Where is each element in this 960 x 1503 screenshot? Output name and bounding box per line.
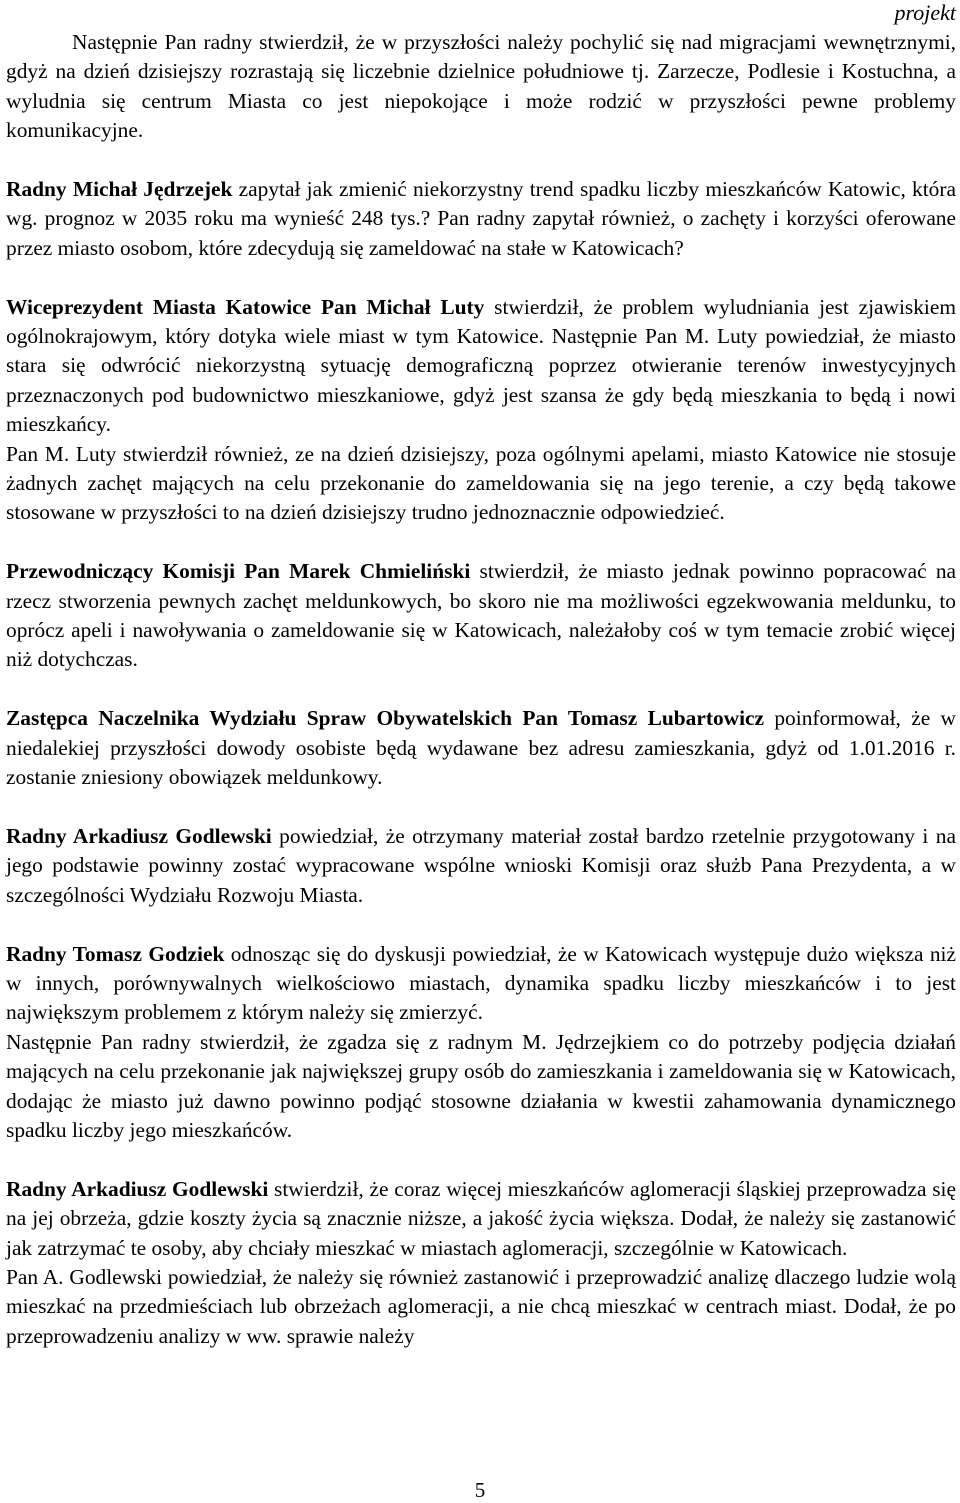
paragraph-text: stwierdził, że miasto jednak powinno popracować na rzecz stworzenia pewnych zachęt meldunkowych, bo skoro nie ma możliwości egzekwowania meldunku, to oprócz apeli i nawoływania o zameldowanie się w Katowicach, należałoby coś w tym temacie zrobić więcej niż dotychczas. — [6, 559, 957, 672]
speaker-name: Zastępca Naczelnika Wydziału Spraw Obywatelskich Pan Tomasz Lubartowicz — [6, 706, 765, 731]
paragraph-luty — [6, 293, 956, 440]
paragraph-godlewski-2 — [6, 1175, 956, 1263]
minutes-body — [6, 28, 956, 1351]
paragraph-godziek — [6, 940, 956, 1028]
draft-mark: projekt — [894, 0, 956, 25]
paragraph-godlewski-2-continued — [6, 1263, 956, 1351]
speaker-name: Przewodniczący Komisji Pan Marek Chmieliński — [6, 559, 471, 584]
paragraph-text: zapytał jak zmienić niekorzystny trend spadku liczby mieszkańców Katowic, która wg. prognoz w 2035 roku ma wynieść 248 tys.? Pan radny zapytał również, o zachęty i korzyści oferowane przez miasto osobom, które zdecydują się zameldować na stałe w Katowicach? — [6, 177, 957, 260]
paragraph-text: poinformował, że w niedalekiej przyszłości dowody osobiste będą wydawane bez adresu zamieszkania, gdyż od 1.01.2016 r. zostanie zniesiony obowiązek meldunkowy. — [6, 706, 956, 790]
paragraph-chmielinski — [6, 557, 956, 675]
speaker-name: Radny Michał Jędrzejek — [6, 177, 233, 202]
speaker-name: Radny Arkadiusz Godlewski — [6, 823, 272, 848]
paragraph-text: Następnie Pan radny stwierdził, że zgadza się z radnym M. Jędrzejkiem co do potrzeby podjęcia działań mających na celu przekonanie jak największej grupy osób do zamieszkania i zameldowania się w Katowicach, dodając że miasto już dawno powinno podjąć stosowne działania w kwestii zahamowania dynamicznego spadku liczby jego mieszkańców. — [6, 1029, 956, 1142]
paragraph-migration — [6, 28, 956, 146]
speaker-name: Wiceprezydent Miasta Katowice Pan Michał Luty — [6, 294, 485, 319]
paragraph-text: Następnie Pan radny stwierdził, że w przyszłości należy pochylić się nad migracjami wewnętrznymi, gdyż na dzień dzisiejszy rozrastają się liczebnie dzielnice południowe tj. Zarzecze, Podlesie i Kostuchna, a wyludnia się centrum Miasta co jest niepokojące i może rodzić w przyszłości pewne problemy komunikacyjne. — [6, 30, 956, 143]
paragraph-jedrzejek — [6, 175, 956, 263]
paragraph-text: powiedział, że otrzymany materiał został bardzo rzetelnie przygotowany i na jego podstawie powinny zostać wypracowane wspólne wnioski Komisji oraz służb Pana Prezydenta, a w szczególności Wydziału Rozwoju Miasta. — [6, 823, 956, 907]
speaker-name: Radny Tomasz Godziek — [6, 941, 225, 966]
paragraph-text: odnosząc się do dyskusji powiedział, że w Katowicach występuje dużo większa niż w innych, porównywalnych wielkościowo miastach, dynamika spadku liczby mieszkańców i to jest największym problemem z którym należy się zmierzyć. — [6, 941, 956, 1025]
paragraph-godziek-continued — [6, 1028, 956, 1146]
paragraph-text: Pan A. Godlewski powiedział, że należy się również zastanowić i przeprowadzić analizę dlaczego ludzie wolą mieszkać na przedmieściach lub obrzeżach aglomeracji, a nie chcą mieszkać w centrach miast. Dodał, że po przeprowadzeniu analizy w ww. sprawie należy — [6, 1264, 956, 1348]
page-number: 5 — [474, 1478, 486, 1502]
paragraph-text: stwierdził, że coraz więcej mieszkańców aglomeracji śląskiej przeprowadza się na jej obrzeża, gdzie koszty życia są znacznie niższe, a jakość życia większa. Dodał, że należy się zastanowić jak zatrzymać te osoby, aby chciały mieszkać w miastach aglomeracji, szczególnie w Katowicach. — [6, 1176, 956, 1260]
paragraph-godlewski-1 — [6, 822, 956, 910]
paragraph-lubartowicz — [6, 704, 956, 792]
paragraph-text: Pan M. Luty stwierdził również, ze na dzień dzisiejszy, poza ogólnymi apelami, miasto Katowice nie stosuje żadnych zachęt mających na celu przekonanie do zameldowania się na jego terenie, a czy będą takowe stosowane w przyszłości to na dzień dzisiejszy trudno jednoznacznie odpowiedzieć. — [6, 441, 956, 525]
paragraph-text: stwierdził, że problem wyludniania jest zjawiskiem ogólnokrajowym, który dotyka wiele miast w tym Katowice. Następnie Pan M. Luty powiedział, że miasto stara się odwrócić niekorzystną sytuację demograficzną poprzez otwieranie terenów inwestycyjnych przeznaczonych pod budownictwo mieszkaniowe, gdyż jest szansa że gdy będą mieszkania to będą i nowi mieszkańcy. — [6, 294, 957, 437]
paragraph-luty-continued — [6, 440, 956, 528]
speaker-name: Radny Arkadiusz Godlewski — [6, 1176, 269, 1201]
